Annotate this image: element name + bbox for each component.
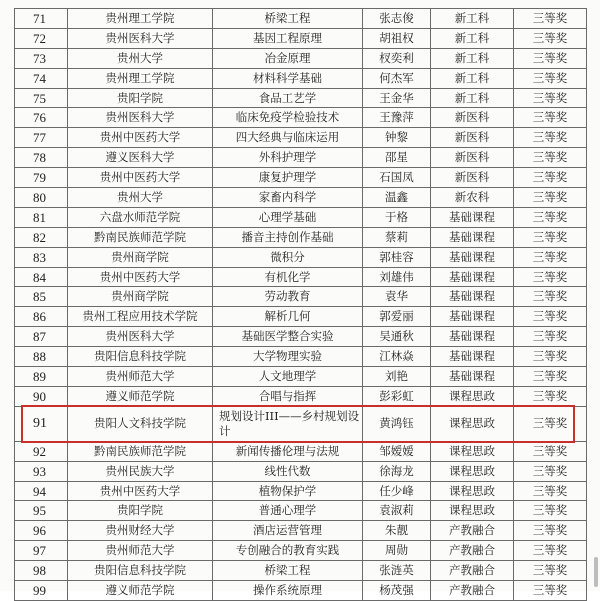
award-cell: 三等奖 — [514, 68, 587, 88]
table-row — [15, 441, 587, 461]
school-cell: 贵阳人文科技学院 — [68, 406, 213, 441]
award-cell: 三等奖 — [514, 367, 587, 387]
table-row — [15, 406, 587, 441]
row-number: 88 — [15, 347, 68, 367]
person-cell: 袁华 — [363, 287, 431, 307]
person-cell: 刘雄伟 — [363, 267, 431, 287]
table-row — [15, 581, 587, 601]
scrollbar-thumb[interactable] — [594, 557, 598, 587]
award-cell: 三等奖 — [514, 28, 587, 48]
row-number: 80 — [15, 188, 68, 208]
category-cell: 课程思政 — [431, 461, 514, 481]
person-cell: 蔡莉 — [363, 227, 431, 247]
row-number: 76 — [15, 108, 68, 128]
row-number: 73 — [15, 48, 68, 68]
table-row — [15, 307, 587, 327]
category-cell: 基础课程 — [431, 287, 514, 307]
award-cell: 三等奖 — [514, 88, 587, 108]
course-cell: 桥梁工程 — [213, 9, 363, 29]
category-cell: 新工科 — [431, 68, 514, 88]
school-cell: 贵阳信息科技学院 — [68, 347, 213, 367]
course-cell: 基础医学整合实验 — [213, 327, 363, 347]
school-cell: 贵州中医药大学 — [68, 267, 213, 287]
table-row — [15, 247, 587, 267]
row-number: 83 — [15, 247, 68, 267]
row-number: 87 — [15, 327, 68, 347]
person-cell: 彭彩虹 — [363, 386, 431, 406]
person-cell: 郭桂容 — [363, 247, 431, 267]
person-cell: 钟黎 — [363, 128, 431, 148]
row-number: 82 — [15, 227, 68, 247]
award-table — [14, 8, 587, 601]
award-cell: 三等奖 — [514, 561, 587, 581]
row-number: 78 — [15, 148, 68, 168]
course-cell: 材料科学基础 — [213, 68, 363, 88]
person-cell: 杈奕利 — [363, 48, 431, 68]
school-cell: 贵州师范大学 — [68, 541, 213, 561]
award-cell: 三等奖 — [514, 48, 587, 68]
row-number: 97 — [15, 541, 68, 561]
award-cell: 三等奖 — [514, 441, 587, 461]
category-cell: 新医科 — [431, 108, 514, 128]
school-cell: 贵州大学 — [68, 48, 213, 68]
table-row — [15, 521, 587, 541]
table-row — [15, 287, 587, 307]
person-cell: 朱靓 — [363, 521, 431, 541]
award-cell: 三等奖 — [514, 307, 587, 327]
category-cell: 课程思政 — [431, 501, 514, 521]
school-cell: 遵义师范学院 — [68, 386, 213, 406]
table-row — [15, 267, 587, 287]
person-cell: 石国凤 — [363, 168, 431, 188]
award-table-body — [15, 9, 587, 601]
row-number: 98 — [15, 561, 68, 581]
category-cell: 课程思政 — [431, 406, 514, 441]
award-cell: 三等奖 — [514, 327, 587, 347]
award-cell: 三等奖 — [514, 148, 587, 168]
school-cell: 贵州医科大学 — [68, 28, 213, 48]
award-cell: 三等奖 — [514, 386, 587, 406]
row-number: 77 — [15, 128, 68, 148]
category-cell: 基础课程 — [431, 347, 514, 367]
person-cell: 张涟英 — [363, 561, 431, 581]
category-cell: 产教融合 — [431, 581, 514, 601]
person-cell: 张志俊 — [363, 9, 431, 29]
row-number: 85 — [15, 287, 68, 307]
course-cell: 外科护理学 — [213, 148, 363, 168]
course-cell: 基因工程原理 — [213, 28, 363, 48]
award-cell: 三等奖 — [514, 581, 587, 601]
person-cell: 胡祖权 — [363, 28, 431, 48]
table-row — [15, 188, 587, 208]
course-cell: 桥梁工程 — [213, 561, 363, 581]
school-cell: 贵州民族大学 — [68, 461, 213, 481]
school-cell: 贵州医科大学 — [68, 327, 213, 347]
award-cell: 三等奖 — [514, 188, 587, 208]
course-cell: 播音主持创作基础 — [213, 227, 363, 247]
category-cell: 基础课程 — [431, 307, 514, 327]
person-cell: 袁淑莉 — [363, 501, 431, 521]
person-cell: 杨茂强 — [363, 581, 431, 601]
row-number: 86 — [15, 307, 68, 327]
award-cell: 三等奖 — [514, 227, 587, 247]
category-cell: 新工科 — [431, 28, 514, 48]
award-cell: 三等奖 — [514, 521, 587, 541]
category-cell: 产教融合 — [431, 521, 514, 541]
school-cell: 遵义医科大学 — [68, 148, 213, 168]
course-cell: 人文地理学 — [213, 367, 363, 387]
table-row — [15, 28, 587, 48]
category-cell: 基础课程 — [431, 207, 514, 227]
award-cell: 三等奖 — [514, 501, 587, 521]
table-row — [15, 207, 587, 227]
course-cell: 操作系统原理 — [213, 581, 363, 601]
category-cell: 产教融合 — [431, 541, 514, 561]
person-cell: 温鑫 — [363, 188, 431, 208]
course-cell: 四大经典与临床运用 — [213, 128, 363, 148]
course-cell: 心理学基础 — [213, 207, 363, 227]
award-cell: 三等奖 — [514, 168, 587, 188]
course-cell: 家畜内科学 — [213, 188, 363, 208]
category-cell: 新医科 — [431, 128, 514, 148]
course-cell: 有机化学 — [213, 267, 363, 287]
award-cell: 三等奖 — [514, 108, 587, 128]
course-cell: 新闻传播伦理与法规 — [213, 441, 363, 461]
row-number: 81 — [15, 207, 68, 227]
table-row — [15, 541, 587, 561]
category-cell: 新工科 — [431, 9, 514, 29]
table-row — [15, 367, 587, 387]
person-cell: 江林焱 — [363, 347, 431, 367]
course-cell: 微积分 — [213, 247, 363, 267]
row-number: 90 — [15, 386, 68, 406]
award-cell: 三等奖 — [514, 481, 587, 501]
category-cell: 课程思政 — [431, 386, 514, 406]
award-cell: 三等奖 — [514, 267, 587, 287]
course-cell: 植物保护学 — [213, 481, 363, 501]
course-cell: 解析几何 — [213, 307, 363, 327]
school-cell: 贵州中医药大学 — [68, 481, 213, 501]
table-row — [15, 501, 587, 521]
table-row — [15, 48, 587, 68]
award-cell: 三等奖 — [514, 287, 587, 307]
school-cell: 黔南民族师范学院 — [68, 441, 213, 461]
school-cell: 贵州中医药大学 — [68, 128, 213, 148]
course-cell: 普通心理学 — [213, 501, 363, 521]
table-row — [15, 561, 587, 581]
course-cell: 规划设计III——乡村规划设计 — [213, 406, 363, 441]
school-cell: 贵州理工学院 — [68, 9, 213, 29]
person-cell: 周勋 — [363, 541, 431, 561]
school-cell: 黔南民族师范学院 — [68, 227, 213, 247]
category-cell: 新医科 — [431, 148, 514, 168]
person-cell: 何杰军 — [363, 68, 431, 88]
person-cell: 王金华 — [363, 88, 431, 108]
table-row — [15, 9, 587, 29]
category-cell: 基础课程 — [431, 227, 514, 247]
school-cell: 贵州商学院 — [68, 247, 213, 267]
category-cell: 基础课程 — [431, 267, 514, 287]
award-cell: 三等奖 — [514, 207, 587, 227]
row-number: 93 — [15, 461, 68, 481]
person-cell: 吴通秋 — [363, 327, 431, 347]
table-row — [15, 461, 587, 481]
table-row — [15, 88, 587, 108]
person-cell: 邹嫒嫒 — [363, 441, 431, 461]
person-cell: 王豫萍 — [363, 108, 431, 128]
category-cell: 基础课程 — [431, 327, 514, 347]
row-number: 96 — [15, 521, 68, 541]
course-cell: 食品工艺学 — [213, 88, 363, 108]
course-cell: 酒店运营管理 — [213, 521, 363, 541]
person-cell: 刘艳 — [363, 367, 431, 387]
category-cell: 产教融合 — [431, 561, 514, 581]
row-number: 95 — [15, 501, 68, 521]
category-cell: 新农科 — [431, 188, 514, 208]
award-cell: 三等奖 — [514, 406, 587, 441]
category-cell: 基础课程 — [431, 367, 514, 387]
table-row — [15, 327, 587, 347]
school-cell: 贵州师范大学 — [68, 367, 213, 387]
school-cell: 贵州大学 — [68, 188, 213, 208]
school-cell: 遵义师范学院 — [68, 581, 213, 601]
award-cell: 三等奖 — [514, 128, 587, 148]
course-cell: 专创融合的教育实践 — [213, 541, 363, 561]
table-row — [15, 148, 587, 168]
table-row — [15, 128, 587, 148]
award-cell: 三等奖 — [514, 9, 587, 29]
person-cell: 于格 — [363, 207, 431, 227]
course-cell: 合唱与指挥 — [213, 386, 363, 406]
row-number: 89 — [15, 367, 68, 387]
table-row — [15, 108, 587, 128]
row-number: 75 — [15, 88, 68, 108]
course-cell: 大学物理实验 — [213, 347, 363, 367]
school-cell: 贵州财经大学 — [68, 521, 213, 541]
row-number: 84 — [15, 267, 68, 287]
award-cell: 三等奖 — [514, 247, 587, 267]
school-cell: 贵州医科大学 — [68, 108, 213, 128]
award-cell: 三等奖 — [514, 347, 587, 367]
school-cell: 贵阳学院 — [68, 501, 213, 521]
row-number: 71 — [15, 9, 68, 29]
row-number: 94 — [15, 481, 68, 501]
school-cell: 贵州商学院 — [68, 287, 213, 307]
course-cell: 线性代数 — [213, 461, 363, 481]
school-cell: 贵阳学院 — [68, 88, 213, 108]
course-cell: 冶金原理 — [213, 48, 363, 68]
table-row — [15, 227, 587, 247]
category-cell: 新工科 — [431, 88, 514, 108]
person-cell: 任少峰 — [363, 481, 431, 501]
table-row — [15, 481, 587, 501]
award-cell: 三等奖 — [514, 461, 587, 481]
school-cell: 贵阳信息科技学院 — [68, 561, 213, 581]
table-row — [15, 386, 587, 406]
table-row — [15, 68, 587, 88]
school-cell: 六盘水师范学院 — [68, 207, 213, 227]
category-cell: 新工科 — [431, 48, 514, 68]
person-cell: 郭爱丽 — [363, 307, 431, 327]
category-cell: 基础课程 — [431, 247, 514, 267]
award-cell: 三等奖 — [514, 541, 587, 561]
category-cell: 课程思政 — [431, 441, 514, 461]
person-cell: 黄鸿钰 — [363, 406, 431, 441]
row-number: 92 — [15, 441, 68, 461]
course-cell: 康复护理学 — [213, 168, 363, 188]
person-cell: 邵星 — [363, 148, 431, 168]
course-cell: 临床免疫学检验技术 — [213, 108, 363, 128]
row-number: 91 — [15, 406, 68, 441]
school-cell: 贵州中医药大学 — [68, 168, 213, 188]
person-cell: 徐海龙 — [363, 461, 431, 481]
row-number: 74 — [15, 68, 68, 88]
category-cell: 新医科 — [431, 168, 514, 188]
table-row — [15, 168, 587, 188]
school-cell: 贵州工程应用技术学院 — [68, 307, 213, 327]
school-cell: 贵州理工学院 — [68, 68, 213, 88]
row-number: 72 — [15, 28, 68, 48]
table-row — [15, 347, 587, 367]
row-number: 99 — [15, 581, 68, 601]
course-cell: 劳动教育 — [213, 287, 363, 307]
category-cell: 课程思政 — [431, 481, 514, 501]
row-number: 79 — [15, 168, 68, 188]
